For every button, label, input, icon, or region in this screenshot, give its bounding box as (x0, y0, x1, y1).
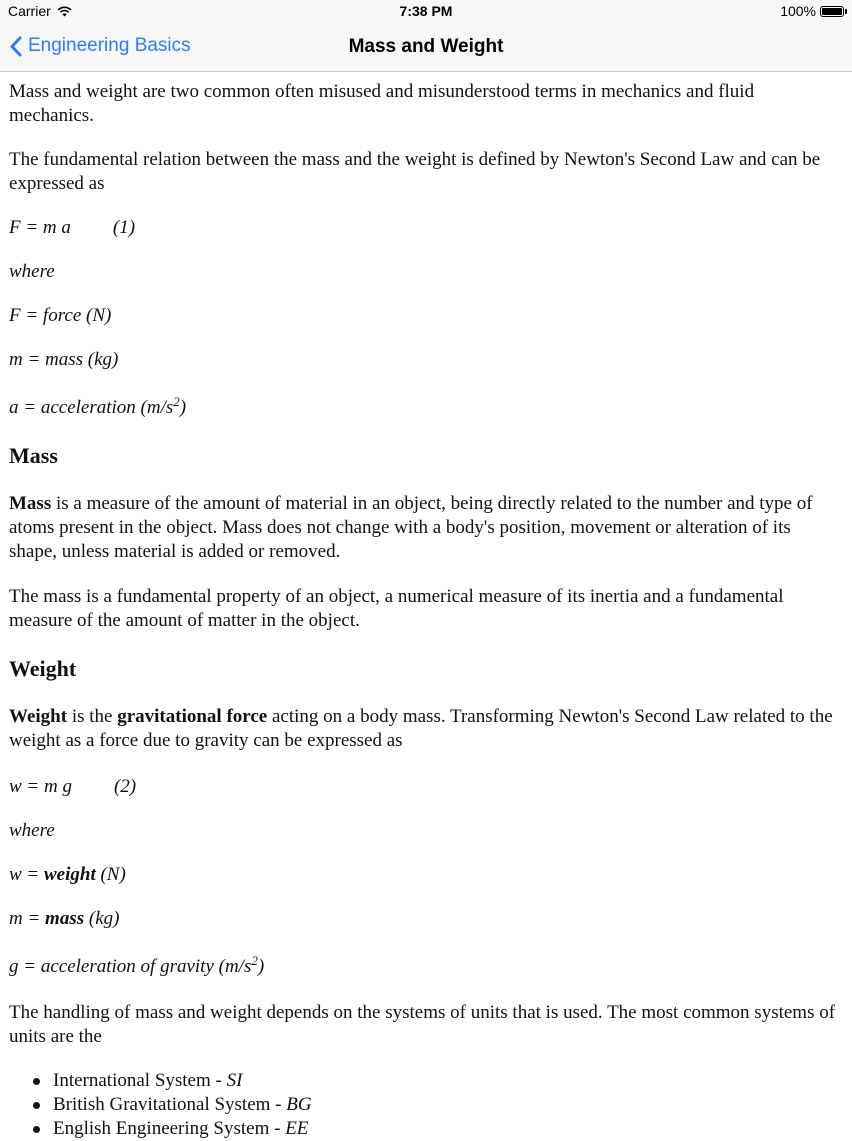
weight-heading: Weight (9, 656, 77, 681)
equation-1 (9, 216, 843, 240)
definition-acceleration-text: a = acceleration (m/s (9, 397, 174, 418)
battery-indicator (780, 3, 844, 19)
definition-force: F = force (N) (9, 305, 112, 326)
definition-mass-2-term: mass (45, 908, 85, 929)
mass-heading: Mass (9, 443, 58, 468)
definition-weight-term: weight (44, 864, 96, 885)
equation-2-formula: w = m g (9, 776, 72, 797)
definition-mass: m = mass (kg) (9, 349, 119, 370)
definition-mass-2-unit: (kg) (84, 908, 120, 929)
gravitational-force-term: gravitational force (117, 706, 268, 727)
definition-gravity-close: ) (257, 956, 265, 977)
definition-gravity (9, 955, 843, 979)
mass-paragraph-1 (9, 492, 843, 564)
units-list (9, 1069, 843, 1141)
intro-paragraph-2: The fundamental relation between the mass and the weight is defined by Newton's Second Law and can be expressed as (9, 149, 821, 194)
definition-acceleration-close: ) (179, 397, 187, 418)
definition-gravity-exponent: 2 (251, 953, 258, 968)
battery-percent: 100% (780, 3, 816, 19)
weight-term: Weight (9, 706, 68, 727)
definition-acceleration (9, 396, 843, 420)
list-item (9, 1069, 843, 1093)
definition-mass-2-prefix: m = (9, 908, 46, 929)
definition-weight-prefix: w = (9, 864, 44, 885)
mass-paragraph-1-text: is a measure of the amount of material in an object, being directly related to the number and type of atoms present in the object. Mass does not change with a body's position, movement or alteration of its shape, unless material is added or removed. (9, 493, 813, 562)
weight-paragraph-1 (9, 705, 843, 753)
carrier-label: Carrier (8, 3, 51, 19)
equation-1-formula: F = m a (9, 217, 71, 238)
units-intro-paragraph: The handling of mass and weight depends on the systems of units that is used. The most common systems of units are the (9, 1002, 836, 1047)
mass-term: Mass (9, 493, 52, 514)
navigation-bar (0, 24, 852, 72)
mass-paragraph-2: The mass is a fundamental property of an object, a numerical measure of its inertia and a fundamental measure of the amount of matter in the object. (9, 586, 784, 631)
back-button-label: Engineering Basics (28, 35, 191, 56)
unit-system-abbr: EE (285, 1118, 309, 1139)
clock: 7:38 PM (399, 3, 453, 19)
unit-system-abbr: BG (286, 1094, 312, 1115)
unit-system-name: English Engineering System - (53, 1118, 286, 1139)
weight-paragraph-mid: is the (67, 706, 118, 727)
unit-system-name: International System - (53, 1070, 227, 1091)
definition-acceleration-exponent: 2 (173, 394, 180, 409)
unit-system-abbr: SI (226, 1070, 243, 1091)
equation-1-where: where (9, 261, 55, 282)
list-item (9, 1093, 843, 1117)
equation-1-number: (1) (112, 217, 136, 238)
definition-mass-2 (9, 907, 843, 931)
definition-weight-unit: (N) (95, 864, 126, 885)
battery-icon (820, 6, 844, 17)
page-title: Mass and Weight (348, 36, 504, 57)
definition-gravity-text: g = acceleration of gravity (m/s (9, 956, 252, 977)
definition-weight (9, 863, 843, 887)
list-item (9, 1117, 843, 1141)
unit-system-name: British Gravitational System - (53, 1094, 287, 1115)
intro-paragraph-1: Mass and weight are two common often misused and misunderstood terms in mechanics and fluid mechanics. (9, 81, 755, 126)
equation-2-where: where (9, 820, 55, 841)
article-content (9, 80, 843, 1141)
equation-2-number: (2) (113, 776, 137, 797)
weight-paragraph-1-text: acting on a body mass. Transforming Newton's Second Law related to the weight as a force due to gravity can be expressed as (9, 706, 833, 751)
equation-2 (9, 775, 843, 799)
status-bar (0, 0, 852, 24)
